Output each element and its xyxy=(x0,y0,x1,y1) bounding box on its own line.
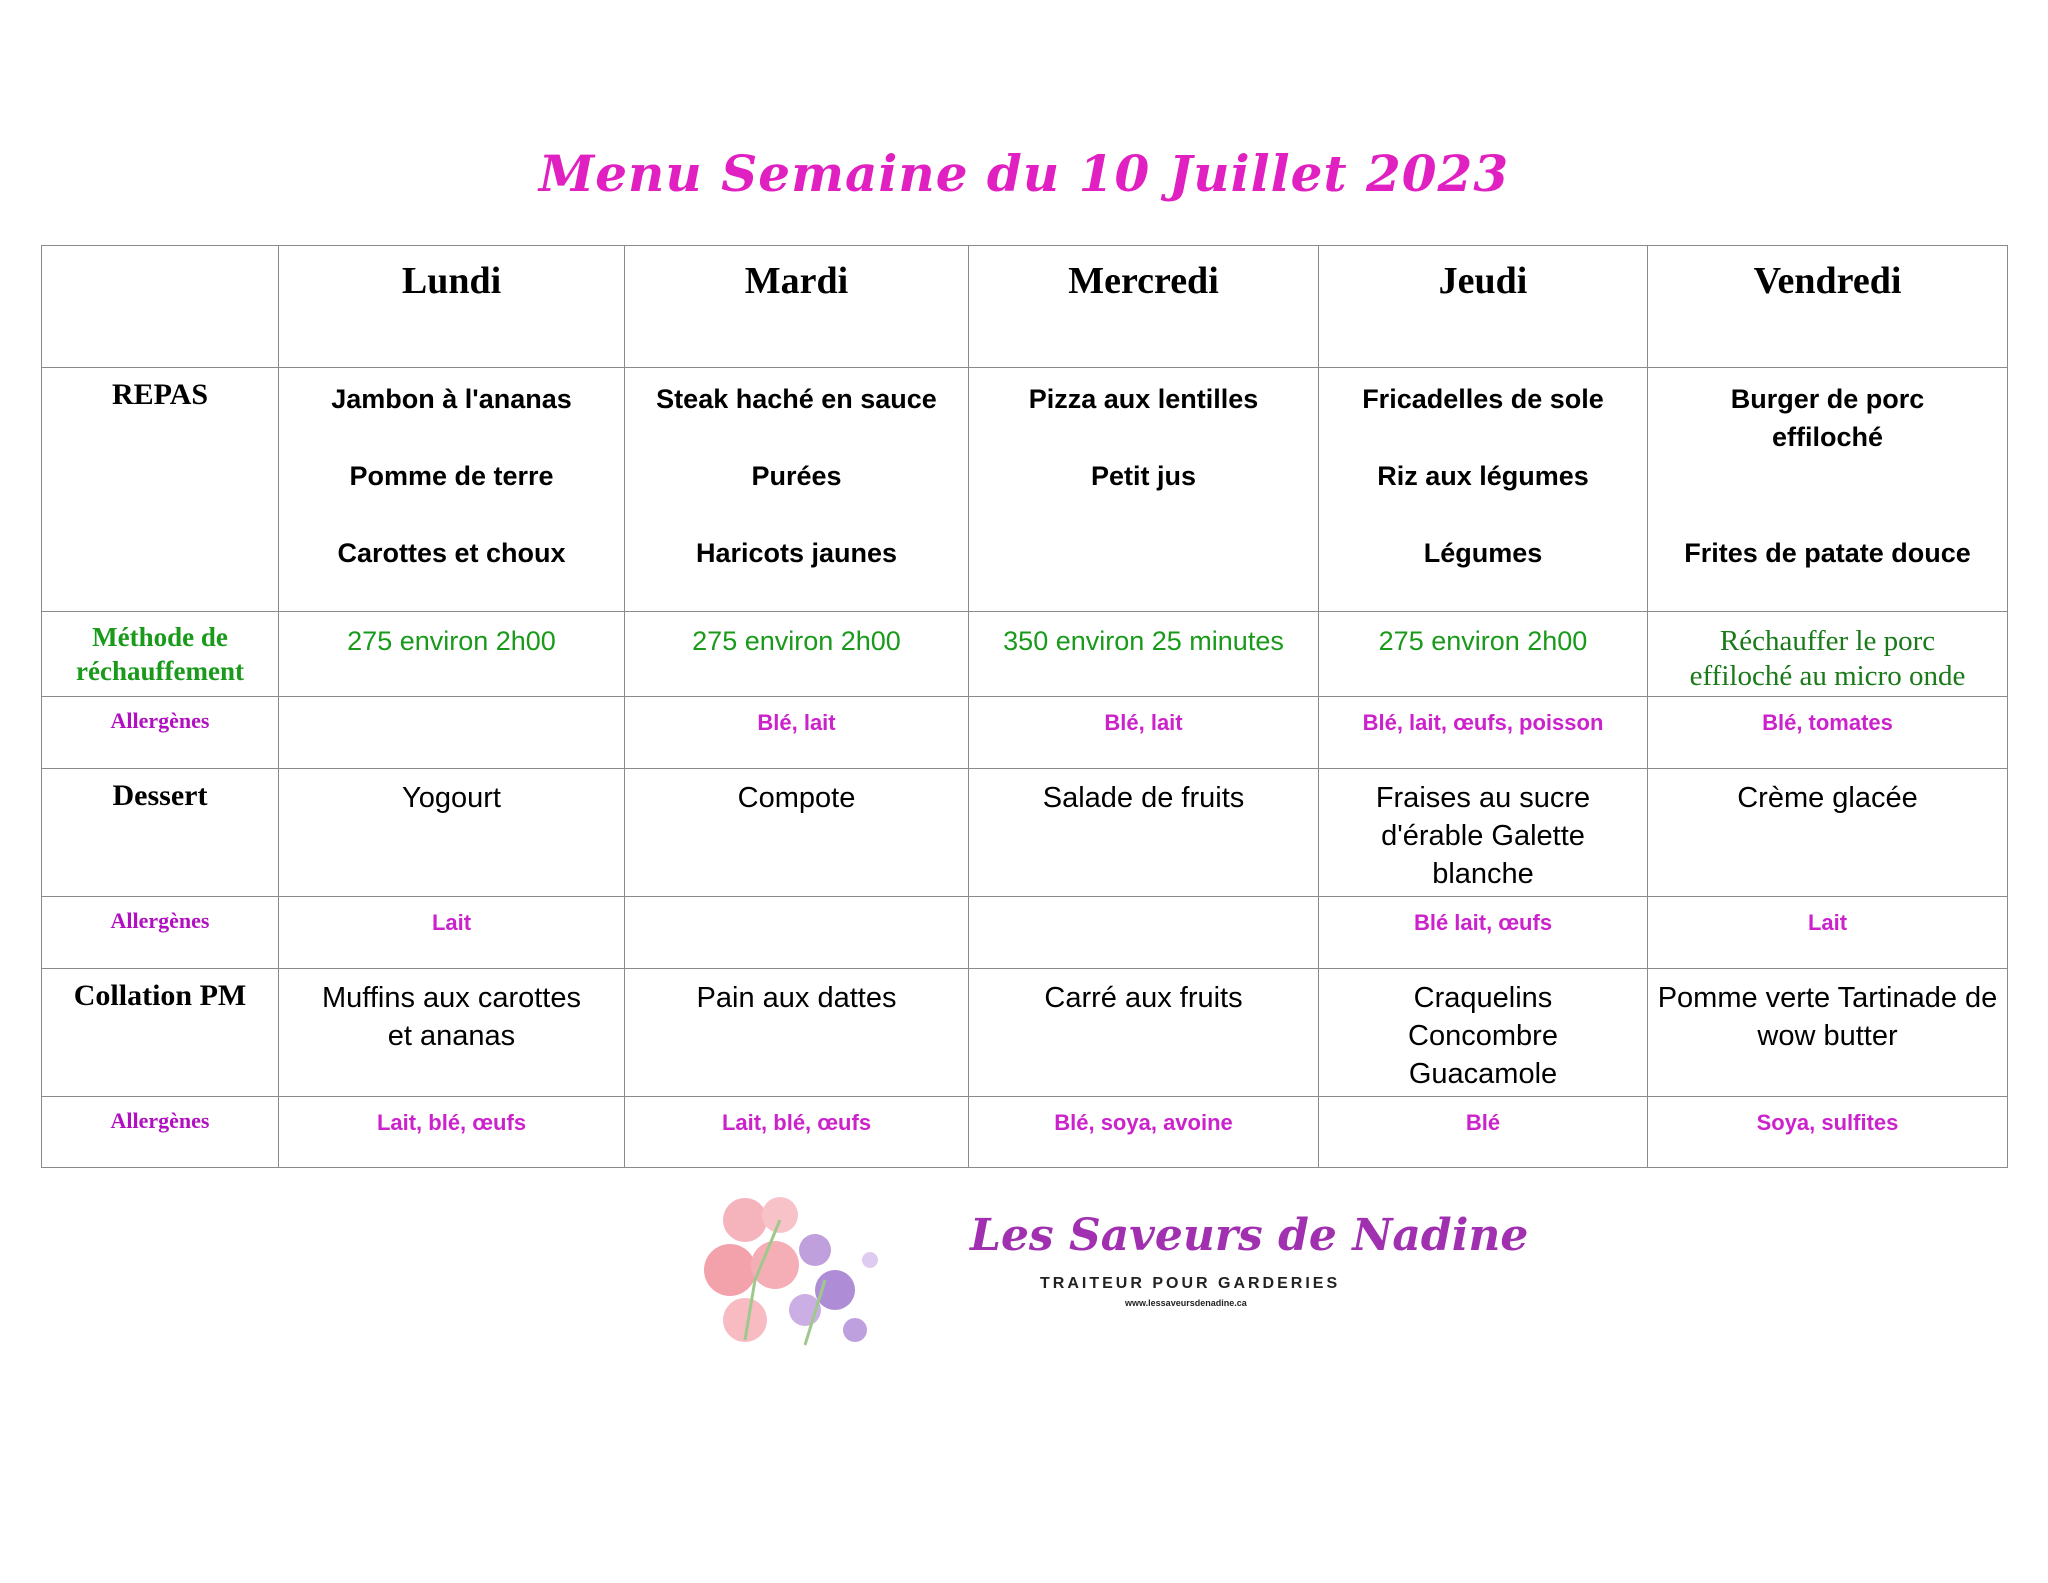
dessert-cell: Compote xyxy=(625,769,969,897)
allergenes-cell: Blé, tomates xyxy=(1648,697,2008,769)
allergenes-cell xyxy=(279,697,625,769)
allergenes-cell: Blé, soya, avoine xyxy=(969,1097,1319,1168)
allergenes-label: Allergènes xyxy=(42,897,279,969)
meal-item: Carottes et choux xyxy=(337,538,566,568)
collation-cell: Craquelins Concombre Guacamole xyxy=(1319,969,1648,1097)
dessert-cell: Fraises au sucre d'érable Galette blanche xyxy=(1319,769,1648,897)
meal-item: Légumes xyxy=(1423,538,1543,568)
dessert-label: Dessert xyxy=(42,769,279,897)
repas-cell xyxy=(1648,368,2008,612)
allergenes-cell: Blé lait, œufs xyxy=(1319,897,1648,969)
meal-item: Pizza aux lentilles xyxy=(1028,384,1259,414)
allergenes-cell: Blé, lait xyxy=(625,697,969,769)
allergenes-cell: Lait, blé, œufs xyxy=(279,1097,625,1168)
allergenes-cell xyxy=(625,897,969,969)
methode-cell: 275 environ 2h00 xyxy=(1319,612,1648,697)
methode-row xyxy=(42,612,2008,697)
meal-item: Purées xyxy=(751,461,842,491)
meal-item: Burger de porc effiloché xyxy=(1730,384,1925,452)
meal-item: Jambon à l'ananas xyxy=(331,384,572,414)
day-header: Lundi xyxy=(279,246,625,368)
repas-cell xyxy=(625,368,969,612)
methode-cell: 275 environ 2h00 xyxy=(279,612,625,697)
day-header: Mardi xyxy=(625,246,969,368)
collation-cell: Pain aux dattes xyxy=(625,969,969,1097)
allergenes-cell: Blé, lait xyxy=(969,697,1319,769)
meal-item: Riz aux légumes xyxy=(1377,461,1589,491)
allergenes-label: Allergènes xyxy=(42,697,279,769)
meal-item: Pomme de terre xyxy=(349,461,554,491)
allergenes-dessert-row xyxy=(42,897,2008,969)
meal-item: Fricadelles de sole xyxy=(1362,384,1604,414)
methode-label xyxy=(42,612,279,697)
corner-cell xyxy=(42,246,279,368)
repas-cell xyxy=(279,368,625,612)
brand-tagline: TRAITEUR POUR GARDERIES xyxy=(1040,1275,1341,1292)
allergenes-cell: Soya, sulfites xyxy=(1648,1097,2008,1168)
day-header: Jeudi xyxy=(1319,246,1648,368)
meal-item: Petit jus xyxy=(1090,461,1197,491)
collation-label: Collation PM xyxy=(42,969,279,1097)
repas-cell xyxy=(969,368,1319,612)
collation-cell: Carré aux fruits xyxy=(969,969,1319,1097)
allergenes-cell: Lait, blé, œufs xyxy=(625,1097,969,1168)
methode-cell: 350 environ 25 minutes xyxy=(969,612,1319,697)
brand-name: Les Saveurs de Nadine xyxy=(970,1210,1529,1261)
methode-cell: 275 environ 2h00 xyxy=(625,612,969,697)
day-header: Vendredi xyxy=(1648,246,2008,368)
menu-table xyxy=(41,245,2008,1168)
allergenes-label: Allergènes xyxy=(42,1097,279,1168)
dessert-row xyxy=(42,769,2008,897)
methode-cell: Réchauffer le porc effiloché au micro onde xyxy=(1648,612,2008,697)
repas-label: REPAS xyxy=(42,368,279,612)
day-header: Mercredi xyxy=(969,246,1319,368)
allergenes-collation-row xyxy=(42,1097,2008,1168)
dessert-cell: Crème glacée xyxy=(1648,769,2008,897)
allergenes-cell: Blé xyxy=(1319,1097,1648,1168)
collation-cell: Muffins aux carottes et ananas xyxy=(279,969,625,1097)
allergenes-cell: Blé, lait, œufs, poisson xyxy=(1319,697,1648,769)
allergenes-cell: Lait xyxy=(1648,897,2008,969)
methode-label-line: Méthode de xyxy=(92,622,228,652)
days-row xyxy=(42,246,2008,368)
collation-cell: Pomme verte Tartinade de wow butter xyxy=(1648,969,2008,1097)
repas-row xyxy=(42,368,2008,612)
allergenes-cell xyxy=(969,897,1319,969)
allergenes-repas-row xyxy=(42,697,2008,769)
dessert-cell: Yogourt xyxy=(279,769,625,897)
meal-item: Haricots jaunes xyxy=(695,538,898,568)
flowers-icon xyxy=(685,1160,925,1360)
brand-url: www.lessaveursdenadine.ca xyxy=(1125,1298,1247,1308)
allergenes-cell: Lait xyxy=(279,897,625,969)
meal-item: Steak haché en sauce xyxy=(656,384,937,414)
menu-title: Menu Semaine du 10 Juillet 2023 xyxy=(538,144,1510,203)
repas-cell xyxy=(1319,368,1648,612)
collation-row xyxy=(42,969,2008,1097)
dessert-cell: Salade de fruits xyxy=(969,769,1319,897)
methode-label-line: réchauffement xyxy=(76,656,244,686)
meal-item: Frites de patate douce xyxy=(1684,538,1971,568)
